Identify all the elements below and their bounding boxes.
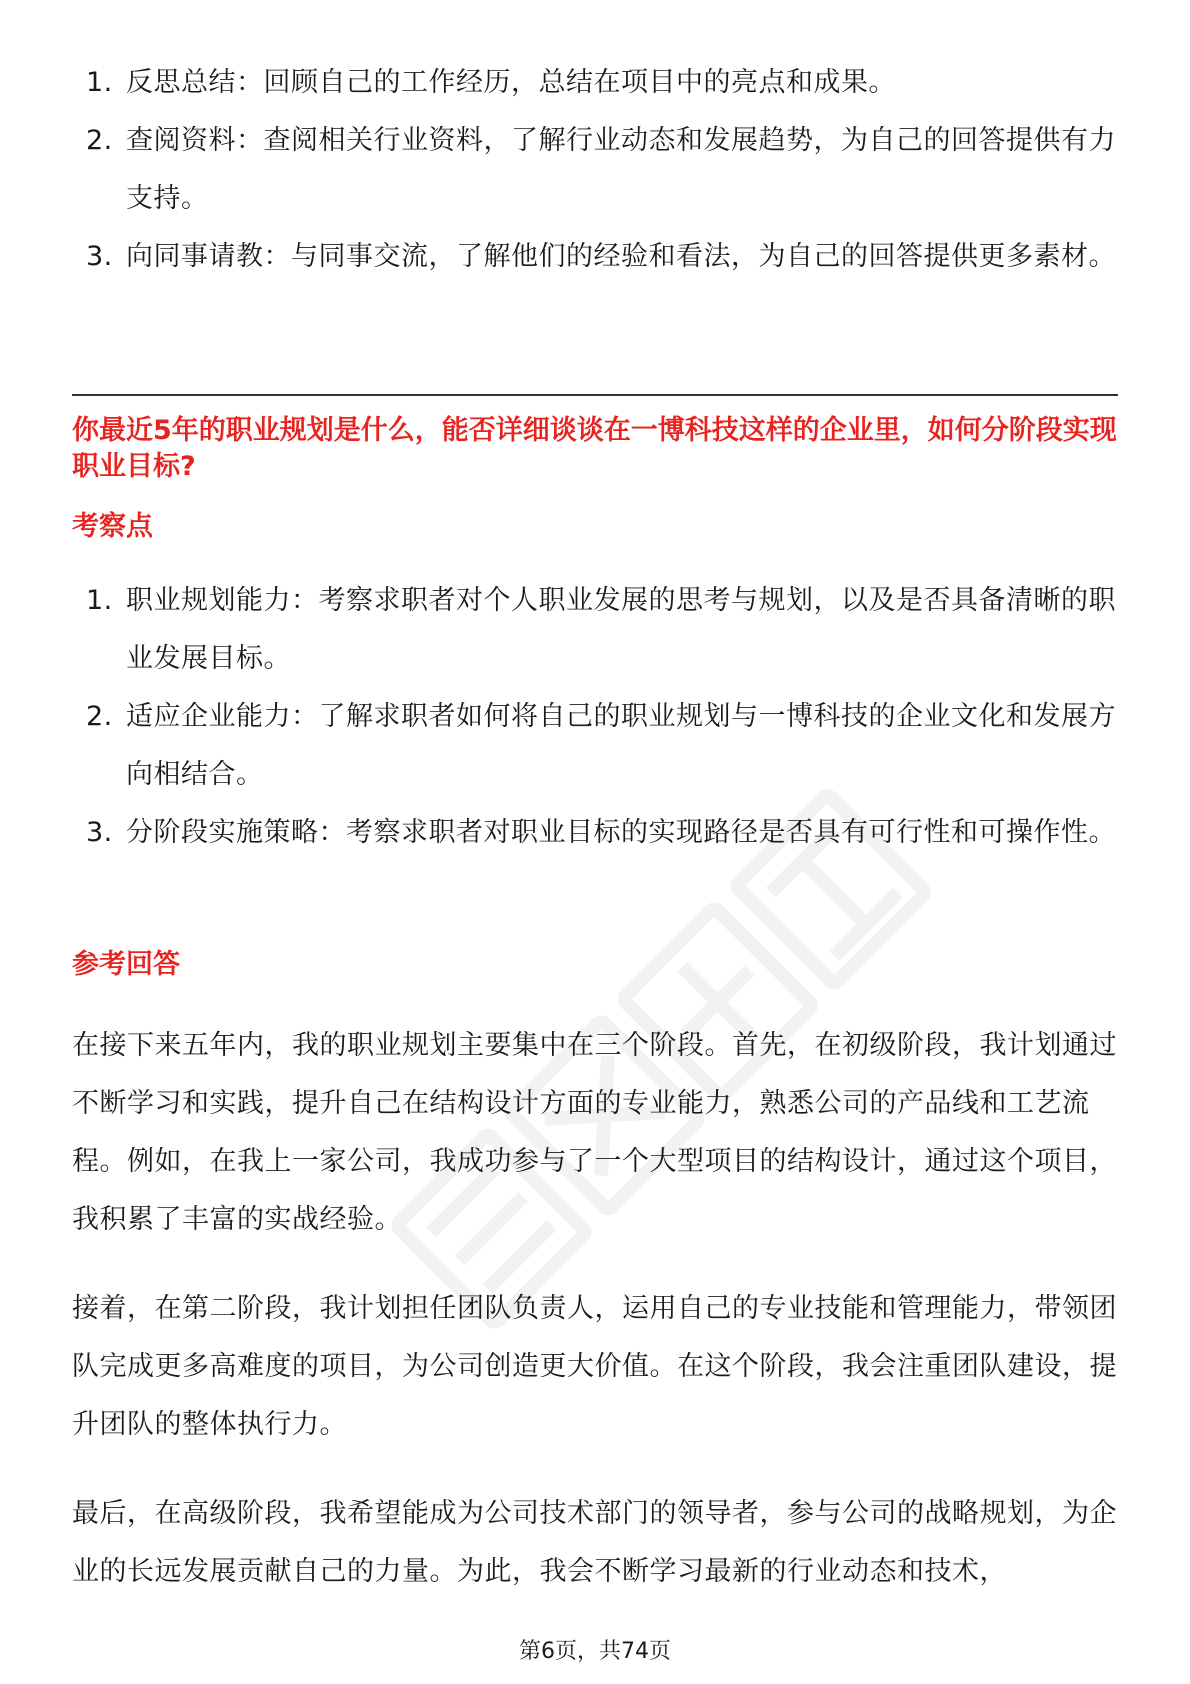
list-item [72, 688, 1118, 804]
list-text: 适应企业能力：了解求职者如何将自己的职业规划与一博科技的企业文化和发展方向相结合。 [126, 701, 1116, 790]
list-text: 分阶段实施策略：考察求职者对职业目标的实现路径是否具有可行性和可操作性。 [126, 817, 1116, 848]
list-number: 2. [86, 125, 113, 156]
list-number: 3. [86, 241, 113, 272]
answer-paragraph: 在接下来五年内，我的职业规划主要集中在三个阶段。首先，在初级阶段，我计划通过不断学习和实践，提升自己在结构设计方面的专业能力，熟悉公司的产品线和工艺流程。例如，在我上一家公司，我成功参与了一个大型项目的结构设计，通过这个项目，我积累了丰富的实战经验。 [72, 1030, 1117, 1235]
list-item [72, 572, 1118, 688]
answer-paragraph: 最后，在高级阶段，我希望能成为公司技术部门的领导者，参与公司的战略规划，为企业的长远发展贡献自己的力量。为此，我会不断学习最新的行业动态和技术， [72, 1498, 1117, 1587]
list-text: 查阅资料：查阅相关行业资料，了解行业动态和发展趋势，为自己的回答提供有力支持。 [126, 125, 1116, 214]
answer-paragraph: 接着，在第二阶段，我计划担任团队负责人，运用自己的专业技能和管理能力，带领团队完成更多高难度的项目，为公司创造更大价值。在这个阶段，我会注重团队建设，提升团队的整体执行力。 [72, 1293, 1117, 1440]
list-text: 反思总结：回顾自己的工作经历，总结在项目中的亮点和成果。 [126, 67, 896, 98]
question-heading: 你最近5年的职业规划是什么，能否详细谈谈在一博科技这样的企业里，如何分阶段实现职业目标? [72, 415, 1117, 482]
reference-answer-label: 参考回答 [72, 949, 180, 980]
list-number: 3. [86, 817, 113, 848]
list-item [72, 54, 1118, 112]
document-page [72, 0, 1118, 1684]
list-item [72, 112, 1118, 228]
list-number: 1. [86, 585, 113, 616]
assessment-points-label: 考察点 [72, 511, 153, 542]
prep-list [72, 54, 1118, 286]
section-divider [72, 394, 1118, 396]
list-text: 职业规划能力：考察求职者对个人职业发展的思考与规划，以及是否具备清晰的职业发展目标。 [126, 585, 1116, 674]
list-text: 向同事请教：与同事交流，了解他们的经验和看法，为自己的回答提供更多素材。 [126, 241, 1116, 272]
list-number: 1. [86, 67, 113, 98]
assessment-points-list [72, 572, 1118, 862]
list-item [72, 804, 1118, 862]
page-footer: 第6页，共74页 [519, 1639, 671, 1664]
list-item [72, 228, 1118, 286]
list-number: 2. [86, 701, 113, 732]
